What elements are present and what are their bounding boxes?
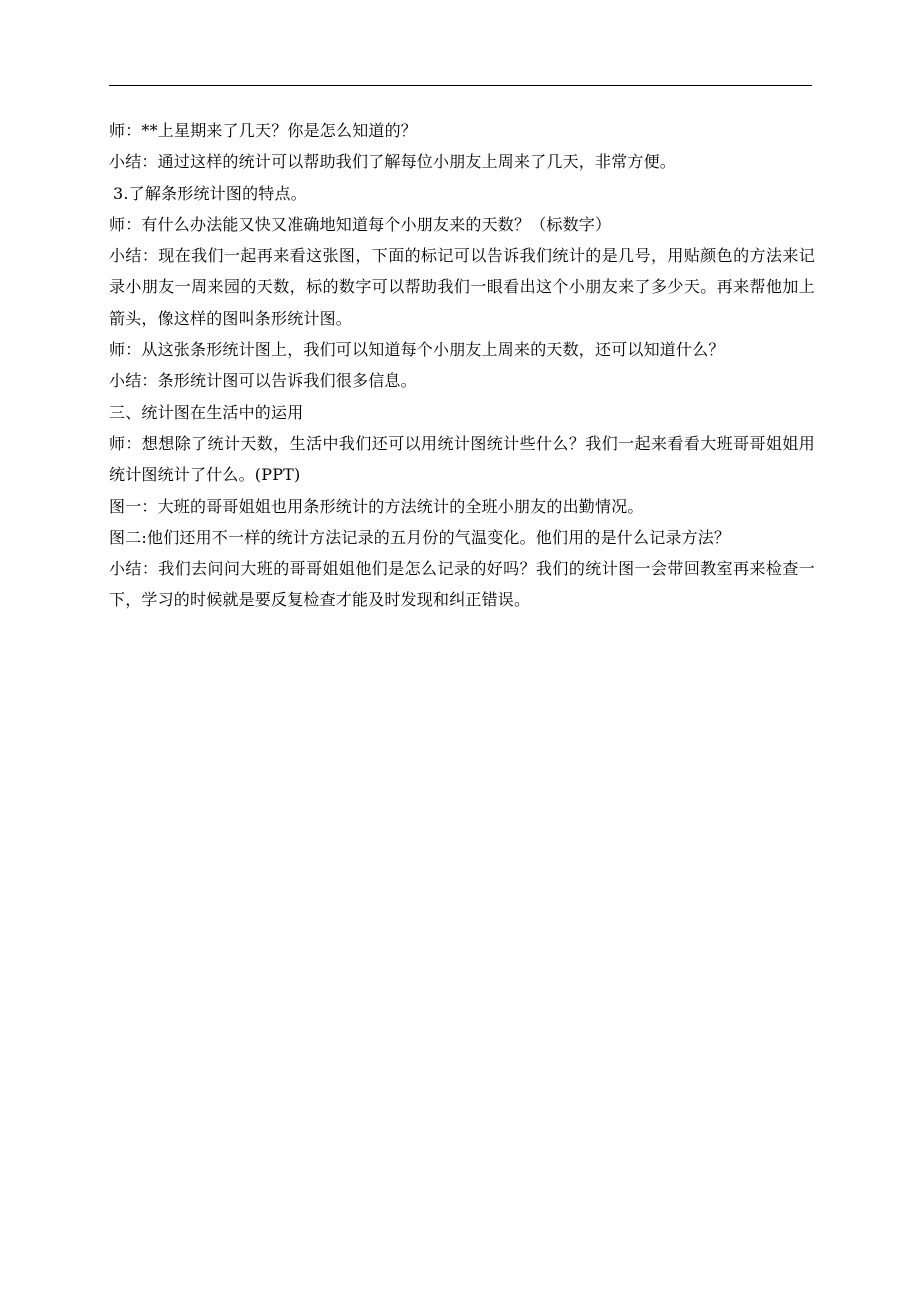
document-body (109, 115, 815, 616)
paragraph-summary-statistics: 小结：通过这样的统计可以帮助我们了解每位小朋友上周来了几天，非常方便。 (109, 152, 677, 172)
paragraph-figure-one: 图一：大班的哥哥姐姐也用条形统计的方法统计的全班小朋友的出勤情况。 (109, 496, 644, 516)
header-rule (109, 85, 812, 86)
paragraph-section-bar-chart-features: 3.了解条形统计图的特点。 (113, 183, 307, 203)
paragraph-summary-information: 小结：条形统计图可以告诉我们很多信息。 (109, 371, 417, 391)
paragraph-teacher-question-life: 师：想想除了统计天数，生活中我们还可以用统计图统计些什么？我们一起来看看大班哥哥姐姐用统计图统计了什么。(PPT) (109, 433, 815, 485)
paragraph-teacher-question-days: 师：**上星期来了几天？你是怎么知道的？ (109, 121, 418, 140)
section-heading-application: 三、统计图在生活中的运用 (109, 402, 304, 422)
paragraph-summary-check: 小结：我们去问问大班的哥哥姐姐他们是怎么记录的好吗？我们的统计图一会带回教室再来检查一下，学习的时候就是要反复检查才能及时发现和纠正错误。 (109, 559, 815, 610)
paragraph-figure-two: 图二:他们还用不一样的统计方法记录的五月份的气温变化。他们用的是什么记录方法？ (109, 527, 731, 547)
paragraph-summary-bar-chart: 小结：现在我们一起再来看这张图，下面的标记可以告诉我们统计的是几号，用贴颜色的方法来记录小朋友一周来园的天数，标的数字可以帮助我们一眼看出这个小朋友来了多少天。再来帮他加上箭头，像这样的图叫条形统计图。 (109, 246, 815, 328)
paragraph-teacher-question-info: 师：从这张条形统计图上，我们可以知道每个小朋友上周来的天数，还可以知道什么？ (109, 340, 725, 360)
paragraph-teacher-question-method: 师：有什么办法能又快又准确地知道每个小朋友来的天数？（标数字） (109, 214, 612, 234)
